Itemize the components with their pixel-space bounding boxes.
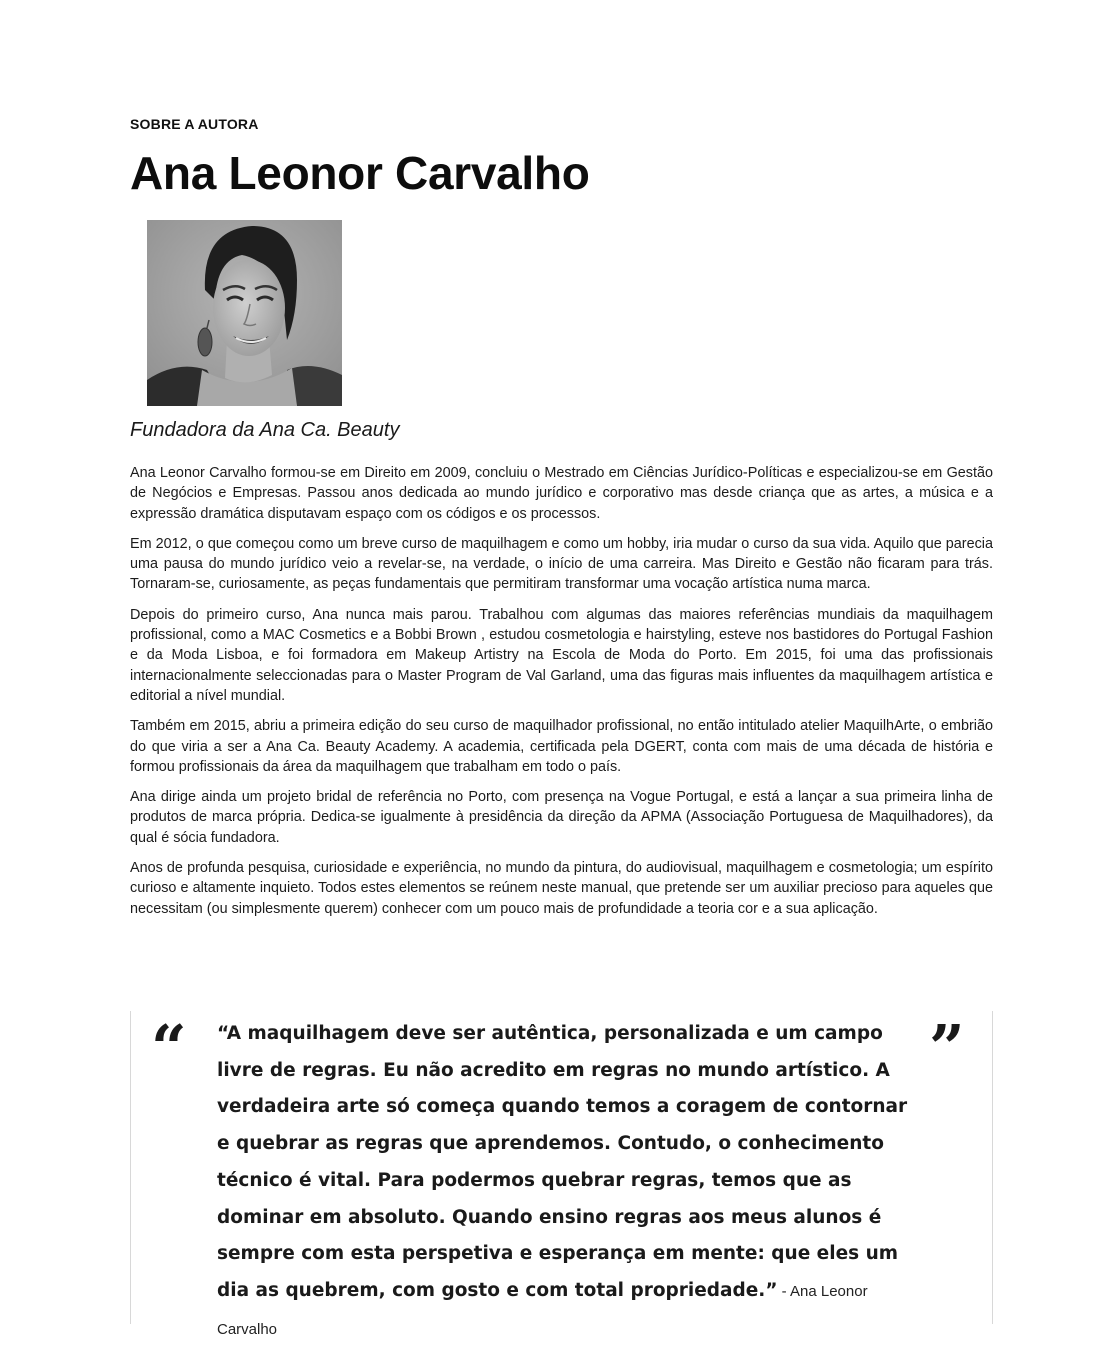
author-name: Ana Leonor Carvalho: [130, 147, 590, 199]
open-quote-icon: “: [151, 1011, 187, 1084]
section-eyebrow: SOBRE A AUTORA: [130, 116, 259, 132]
author-photo: [147, 220, 342, 406]
quote-author: Ana Leonor Carvalho: [217, 1282, 868, 1338]
quote-body: “A maquilhagem deve ser autêntica, personalizada e um campo livre de regras. Eu não acredito em regras no mundo artístico. A verdadeira arte só começa quando temos a coragem de contornar e quebrar as regras que aprendemos. Contudo, o conhecimento técnico é vital. Para podermos quebrar regras, temos que as dominar em absoluto. Quando ensino regras aos meus alunos é sempre com esta perspetiva e esperança em mente: que eles um dia as quebrem, com gosto e com total propriedade.”: [217, 1023, 908, 1301]
quote-text: [217, 1016, 917, 1348]
bio-paragraph: Anos de profunda pesquisa, curiosidade e experiência, no mundo da pintura, do audiovisual, maquilhagem e cosmetologia; um espírito curioso e altamente inquieto. Todos estes elementos se reúnem neste manual, que pretende ser um auxiliar precioso para aqueles que necessitam (ou simplesmente querem) conhecer com um pouco mais de profundidade a teoria cor e a sua aplicação.: [130, 860, 993, 917]
author-role: Fundadora da Ana Ca. Beauty: [130, 419, 400, 441]
bio-paragraph: Ana dirige ainda um projeto bridal de referência no Porto, com presença na Vogue Portugal, e está a lançar a sua primeira linha de produtos de marca própria. Dedica-se igualmente à presidência da direção da APMA (Associação Portuguesa de Maquilhadores), da qual é sócia fundadora.: [130, 789, 993, 846]
bio-paragraph: Também em 2015, abriu a primeira edição do seu curso de maquilhador profissional, no então intitulado atelier MaquilhArte, o embrião do que viria a ser a Ana Ca. Beauty Academy. A academia, certificada pela DGERT, conta com mais de uma década de história e formou profissionais da área da maquilhagem que trabalham em todo o país.: [130, 718, 993, 775]
bio-paragraph: Ana Leonor Carvalho formou-se em Direito em 2009, concluiu o Mestrado em Ciências Jurídico-Políticas e especializou-se em Gestão de Negócios e Empresas. Passou anos dedicada ao mundo jurídico e corporativo mas desde criança que as artes, a música e a expressão dramática disputavam espaço com os códigos e os processos.: [130, 465, 993, 522]
pull-quote: [130, 1011, 993, 1338]
bio-paragraph: Depois do primeiro curso, Ana nunca mais parou. Trabalhou com algumas das maiores referências mundiais da maquilhagem profissional, como a MAC Cosmetics e a Bobbi Brown , estudou cosmetologia e hairstyling, esteve nos bastidores do Portugal Fashion e da Moda Lisboa, e foi formadora em Makeup Artistry na Escola de Moda do Porto. Em 2015, foi uma das profissionais internacionalmente seleccionadas para o Master Program de Val Garland, uma das figuras mais influentes da maquilhagem artística e editorial a nível mundial.: [130, 606, 993, 704]
author-bio: [130, 463, 993, 929]
close-quote-icon: ”: [929, 1011, 965, 1084]
bio-paragraph: Em 2012, o que começou como um breve curso de maquilhagem e como um hobby, iria mudar o curso da sua vida. Aquilo que parecia uma pausa do mundo jurídico veio a revelar-se, na verdade, o início de uma carreira. Mas Direito e Gestão não ficaram para trás. Tornaram-se, curiosamente, as peças fundamentais que permitiram transformar uma vocação artística numa marca.: [130, 535, 993, 593]
quote-separator: -: [777, 1282, 791, 1300]
